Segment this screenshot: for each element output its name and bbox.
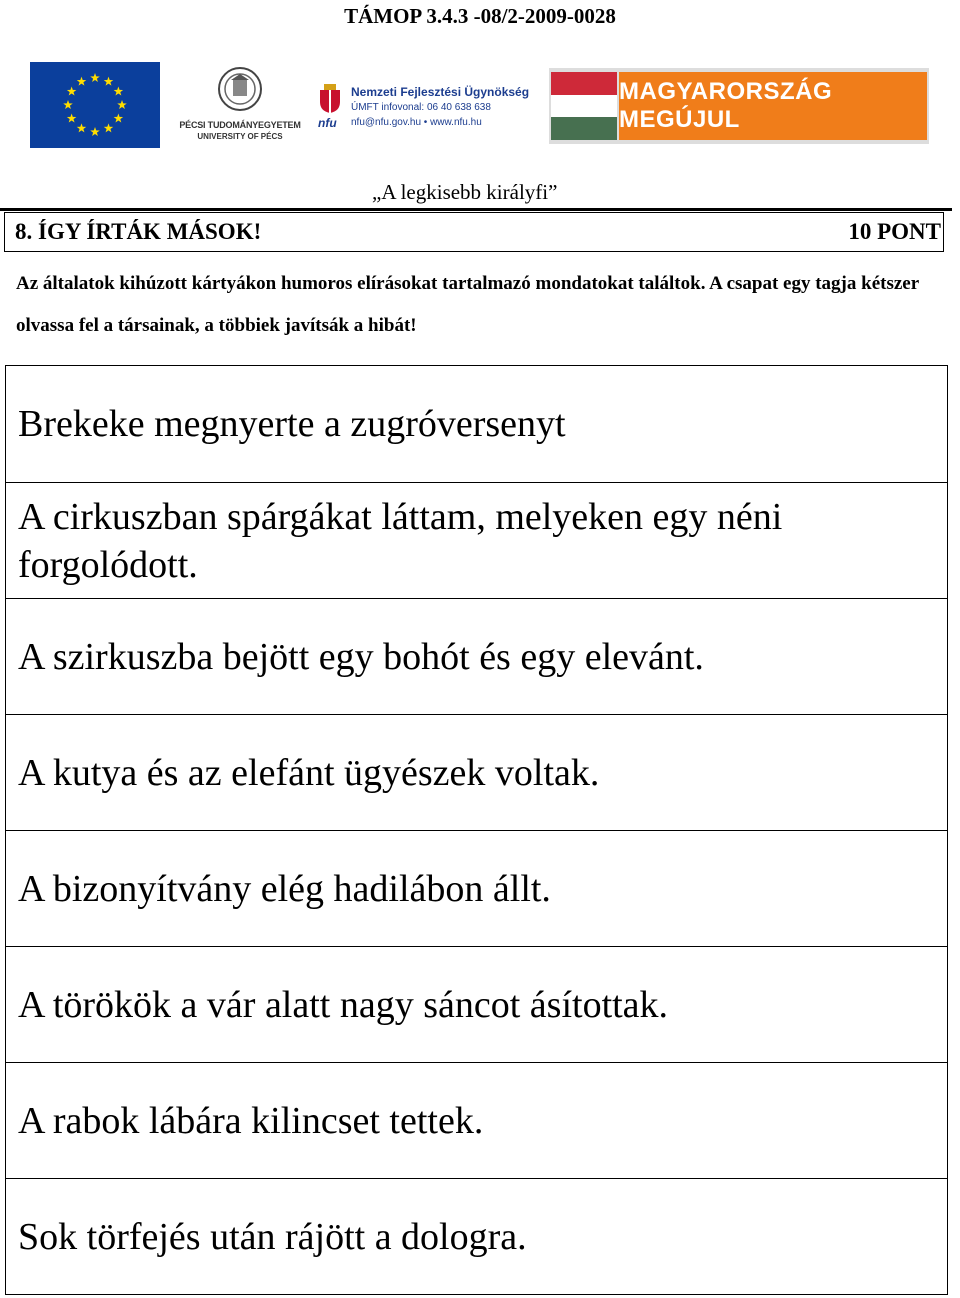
eu-star-icon xyxy=(104,123,114,132)
coat-of-arms-icon xyxy=(318,84,342,114)
nfu-phone: ÚMFT infovonal: 06 40 638 638 xyxy=(351,102,491,113)
pte-name: PÉCSI TUDOMÁNYEGYETEM xyxy=(179,120,301,130)
nfu-logo xyxy=(318,82,548,138)
card xyxy=(6,1178,947,1294)
card-text: A törökök a vár alatt nagy sáncot ásítottak. xyxy=(18,984,669,1026)
card-text: Sok törfejés után rájött a dologra. xyxy=(18,1216,527,1258)
card-list xyxy=(5,365,948,1295)
eu-flag-logo xyxy=(30,62,160,148)
instructions: Az általatok kihúzott kártyákon humoros elírásokat tartalmazó mondatokat találtok. A csapat egy tagja kétszer olvassa fel a társainak, a többiek javítsák a hibát! xyxy=(16,273,919,336)
card-text: A bizonyítvány elég hadilábon állt. xyxy=(18,868,551,910)
section-points: 10 PONT xyxy=(848,219,941,244)
eu-star-icon xyxy=(114,114,124,123)
card xyxy=(6,714,947,830)
eu-star-icon xyxy=(90,127,100,136)
eu-star-icon xyxy=(90,73,100,82)
card xyxy=(6,366,947,482)
eu-star-icon xyxy=(77,123,87,132)
eu-star-icon xyxy=(67,87,77,96)
nfu-contact: nfu@nfu.gov.hu • www.nfu.hu xyxy=(351,117,482,128)
card-text: A rabok lábára kilincset tettek. xyxy=(18,1100,484,1142)
logo-bar xyxy=(0,62,960,150)
eu-star-icon xyxy=(63,100,73,109)
section-title-box xyxy=(4,212,944,252)
eu-star-icon xyxy=(67,114,77,123)
university-seal-icon xyxy=(217,66,263,112)
card xyxy=(6,482,947,598)
hungarian-flag-icon xyxy=(551,72,617,140)
card xyxy=(6,946,947,1062)
project-code: TÁMOP 3.4.3 -08/2-2009-0028 xyxy=(344,4,616,28)
divider xyxy=(0,208,952,211)
card-text: A szirkuszba bejött egy bohót és egy elevánt. xyxy=(18,636,704,678)
eu-star-icon xyxy=(114,87,124,96)
card xyxy=(6,598,947,714)
hungary-banner-text: MAGYARORSZÁG MEGÚJUL xyxy=(619,78,833,133)
nfu-name: Nemzeti Fejlesztési Ügynökség xyxy=(351,85,530,99)
hungary-renews-logo xyxy=(549,68,929,144)
nfu-abbr: nfu xyxy=(318,116,337,130)
card xyxy=(6,830,947,946)
pte-logo xyxy=(175,66,305,146)
eu-star-icon xyxy=(77,77,87,86)
card xyxy=(6,1062,947,1178)
eu-stars-icon xyxy=(30,62,160,148)
eu-star-icon xyxy=(117,100,127,109)
card-text: A kutya és az elefánt ügyészek voltak. xyxy=(18,752,600,794)
subtitle: „A legkisebb királyfi” xyxy=(372,180,558,204)
card-text: A cirkuszban spárgákat láttam, melyeken egy néni forgolódott. xyxy=(18,496,783,586)
section-title: 8. ÍGY ÍRTÁK MÁSOK! xyxy=(15,219,262,244)
pte-name-en: UNIVERSITY OF PÉCS xyxy=(197,132,283,141)
card-text: Brekeke megnyerte a zugróversenyt xyxy=(18,403,566,445)
hungary-banner xyxy=(619,72,927,140)
eu-star-icon xyxy=(104,77,114,86)
